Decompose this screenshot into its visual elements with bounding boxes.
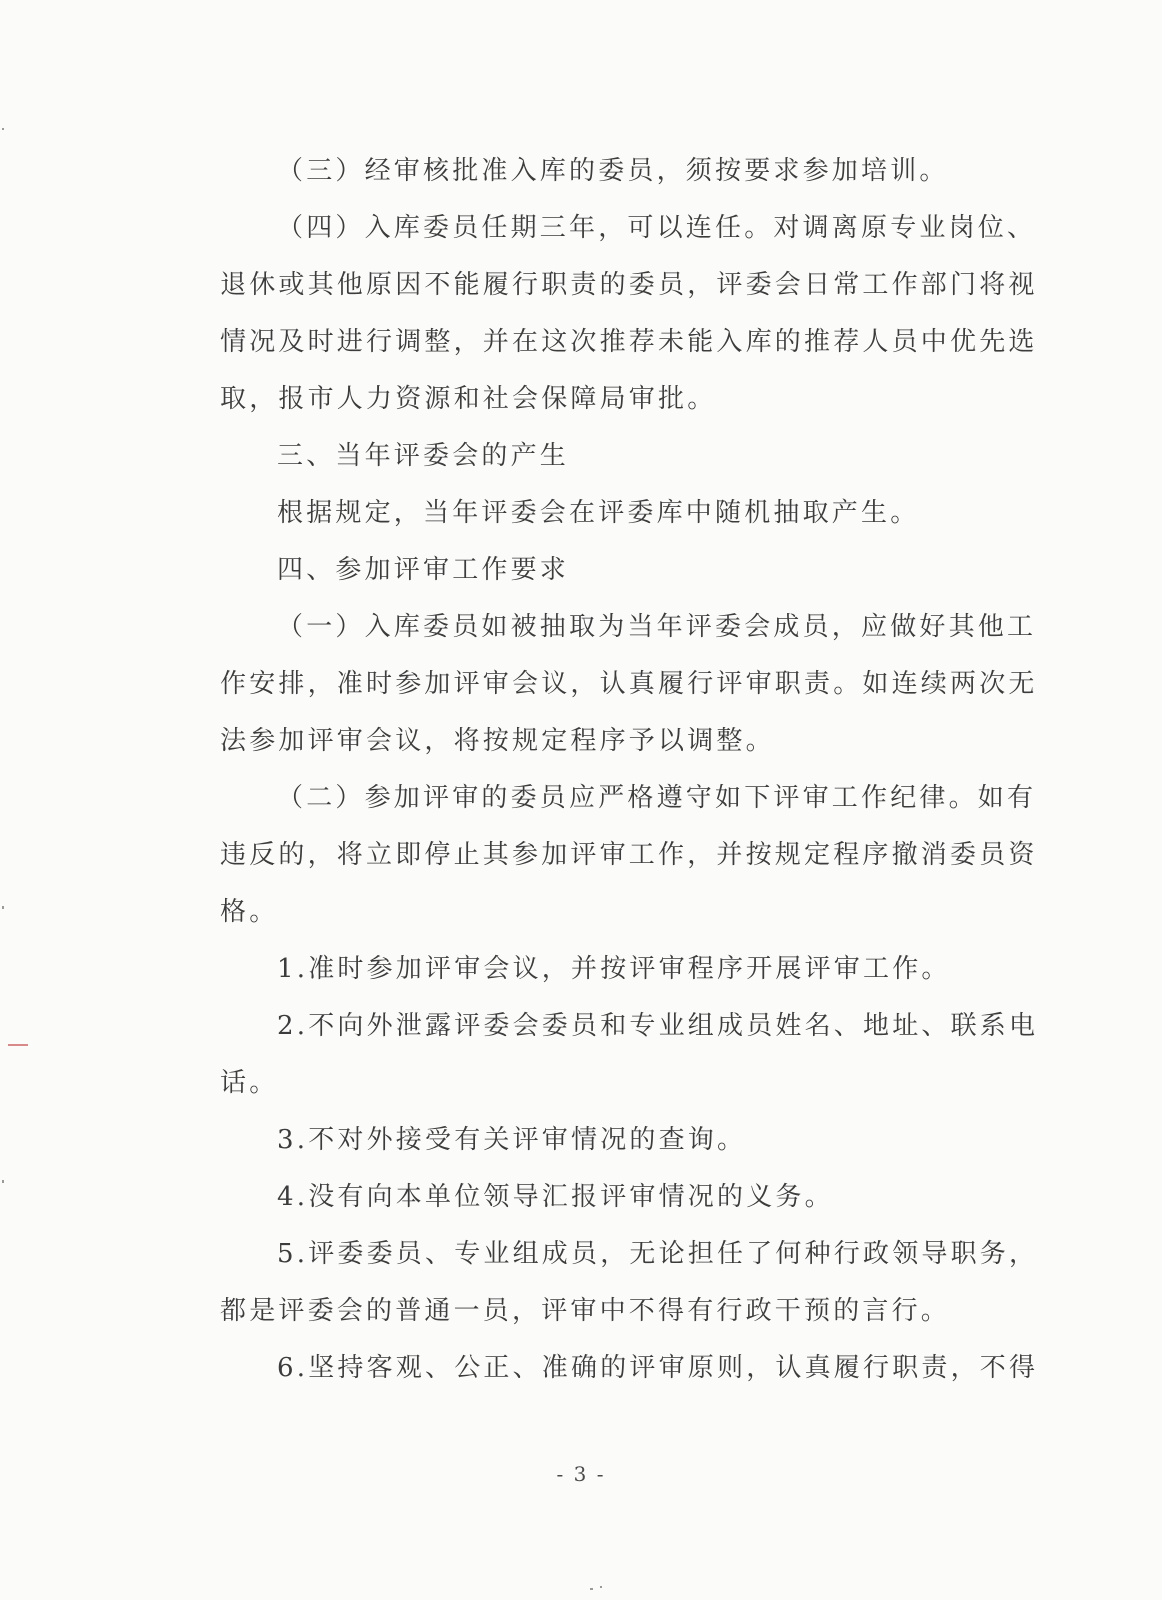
text-line: 法参加评审会议，将按规定程序予以调整。 [220,726,775,756]
text-line: （二）参加评审的委员应严格遵守如下评审工作纪律。如有 [277,783,1037,813]
scan-speck [600,1586,602,1588]
list-item: 1.准时参加评审会议，并按评审程序开展评审工作。 [277,954,951,984]
text-line: 作安排，准时参加评审会议，认真履行评审职责。如连续两次无 [220,669,1038,699]
list-item: 5.评委委员、专业组成员，无论担任了何种行政领导职务， [277,1239,1039,1269]
list-item: 4.没有向本单位领导汇报评审情况的义务。 [277,1182,834,1212]
text-line: 退休或其他原因不能履行职责的委员，评委会日常工作部门将视 [220,270,1038,300]
text-line: 话。 [220,1068,279,1098]
scan-mark [8,1044,28,1046]
body-text [220,143,1039,1397]
scan-speck [2,906,4,909]
page-number: - 3 - [556,1462,606,1486]
text-line: 都是评委会的普通一员，评审中不得有行政干预的言行。 [220,1296,951,1326]
list-item: 6.坚持客观、公正、准确的评审原则，认真履行职责，不得 [277,1353,1039,1383]
list-item: 2.不向外泄露评委会委员和专业组成员姓名、地址、联系电 [277,1011,1039,1041]
list-item: 3.不对外接受有关评审情况的查询。 [277,1125,747,1155]
text-line: 情况及时进行调整，并在这次推荐未能入库的推荐人员中优先选 [220,327,1038,357]
section-heading: 三、当年评委会的产生 [277,441,570,471]
text-line: 违反的，将立即停止其参加评审工作，并按规定程序撤消委员资 [220,840,1038,870]
section-heading: 四、参加评审工作要求 [277,555,570,585]
text-line: （四）入库委员任期三年，可以连任。对调离原专业岗位、 [277,213,1037,243]
text-line: （三）经审核批准入库的委员，须按要求参加培训。 [277,156,949,186]
scan-speck [2,128,4,130]
scan-speck [590,1588,593,1590]
text-line: 根据规定，当年评委会在评委库中随机抽取产生。 [277,498,920,528]
text-line: （一）入库委员如被抽取为当年评委会成员，应做好其他工 [277,612,1037,642]
scan-speck [2,1180,4,1183]
text-line: 取，报市人力资源和社会保障局审批。 [220,384,717,414]
text-line: 格。 [220,897,279,927]
